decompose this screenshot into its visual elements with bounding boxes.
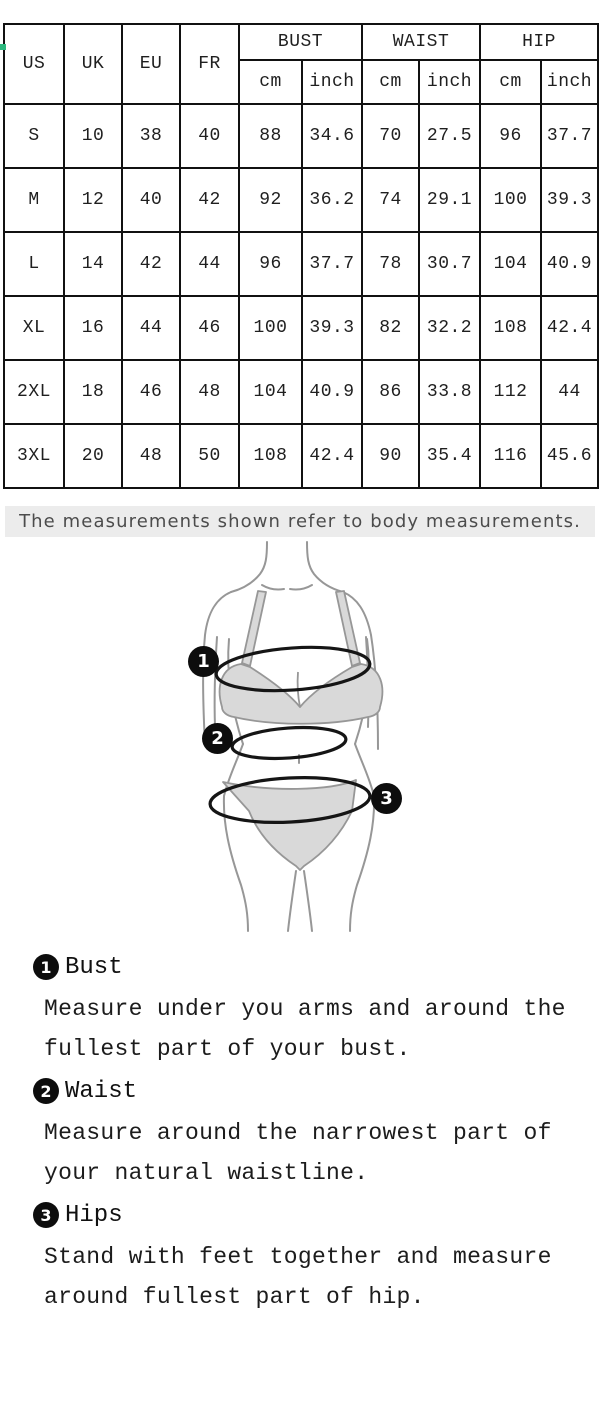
size-label: 2XL bbox=[4, 360, 64, 424]
cell: 82 bbox=[362, 296, 419, 360]
size-label: L bbox=[4, 232, 64, 296]
cell: 116 bbox=[480, 424, 541, 488]
cell: 18 bbox=[64, 360, 122, 424]
size-chart-table bbox=[3, 23, 599, 489]
header-waist-cm: cm bbox=[362, 60, 419, 104]
cell: 50 bbox=[180, 424, 239, 488]
instruction-hips bbox=[33, 1193, 580, 1317]
table-row-xl bbox=[4, 296, 598, 360]
table-row-m bbox=[4, 168, 598, 232]
cell: 78 bbox=[362, 232, 419, 296]
cell: 30.7 bbox=[419, 232, 480, 296]
cell: 104 bbox=[480, 232, 541, 296]
cell: 100 bbox=[239, 296, 302, 360]
instruction-waist bbox=[33, 1069, 580, 1193]
cell: 34.6 bbox=[302, 104, 362, 168]
header-hip-cm: cm bbox=[480, 60, 541, 104]
bust-marker bbox=[188, 646, 219, 677]
cell: 92 bbox=[239, 168, 302, 232]
header-hip: HIP bbox=[480, 24, 598, 60]
cell: 12 bbox=[64, 168, 122, 232]
cell: 44 bbox=[541, 360, 598, 424]
green-corner-artifact bbox=[0, 44, 6, 50]
cell: 40.9 bbox=[302, 360, 362, 424]
cell: 44 bbox=[122, 296, 180, 360]
bust-marker-label: 1 bbox=[197, 651, 210, 672]
instruction-hips-line-1: Stand with feet together and measure bbox=[44, 1244, 552, 1270]
instruction-waist-line-1: Measure around the narrowest part of bbox=[44, 1120, 552, 1146]
cell: 38 bbox=[122, 104, 180, 168]
cell: 29.1 bbox=[419, 168, 480, 232]
cell: 10 bbox=[64, 104, 122, 168]
table-row-3xl bbox=[4, 424, 598, 488]
cell: 37.7 bbox=[541, 104, 598, 168]
instruction-bust-line-1: Measure under you arms and around the bbox=[44, 996, 566, 1022]
bullet-3-label: 3 bbox=[40, 1205, 52, 1225]
table-row-s bbox=[4, 104, 598, 168]
instruction-bust bbox=[33, 945, 580, 1069]
cell: 35.4 bbox=[419, 424, 480, 488]
cell: 48 bbox=[122, 424, 180, 488]
instruction-waist-title: Waist bbox=[65, 1077, 138, 1105]
waist-marker bbox=[202, 723, 233, 754]
body-illustration bbox=[0, 539, 600, 937]
size-label: S bbox=[4, 104, 64, 168]
header-bust-inch: inch bbox=[302, 60, 362, 104]
cell: 44 bbox=[180, 232, 239, 296]
header-waist: WAIST bbox=[362, 24, 480, 60]
bullet-1-label: 1 bbox=[40, 957, 52, 977]
cell: 112 bbox=[480, 360, 541, 424]
measurement-diagram bbox=[0, 539, 600, 937]
instruction-waist-heading bbox=[33, 1069, 580, 1113]
cell: 86 bbox=[362, 360, 419, 424]
cell: 40 bbox=[180, 104, 239, 168]
header-uk: UK bbox=[64, 24, 122, 104]
table-header bbox=[4, 24, 598, 104]
instruction-hips-line-2: around fullest part of hip. bbox=[44, 1284, 425, 1310]
cell: 14 bbox=[64, 232, 122, 296]
bullet-2-icon bbox=[33, 1078, 59, 1104]
instruction-bust-heading bbox=[33, 945, 580, 989]
cell: 74 bbox=[362, 168, 419, 232]
header-hip-inch: inch bbox=[541, 60, 598, 104]
cell: 33.8 bbox=[419, 360, 480, 424]
instruction-bust-title: Bust bbox=[65, 953, 123, 981]
cell: 48 bbox=[180, 360, 239, 424]
size-label: M bbox=[4, 168, 64, 232]
cell: 45.6 bbox=[541, 424, 598, 488]
cell: 42 bbox=[122, 232, 180, 296]
instruction-waist-line-2: your natural waistline. bbox=[44, 1160, 369, 1186]
cell: 32.2 bbox=[419, 296, 480, 360]
note-banner: The measurements shown refer to body measurements. bbox=[5, 506, 595, 537]
cell: 88 bbox=[239, 104, 302, 168]
instruction-hips-heading bbox=[33, 1193, 580, 1237]
hip-marker-label: 3 bbox=[380, 788, 393, 809]
cell: 108 bbox=[239, 424, 302, 488]
instruction-bust-line-2: fullest part of your bust. bbox=[44, 1036, 411, 1062]
size-label: 3XL bbox=[4, 424, 64, 488]
cell: 42 bbox=[180, 168, 239, 232]
instruction-hips-title: Hips bbox=[65, 1201, 123, 1229]
cell: 40 bbox=[122, 168, 180, 232]
cell: 36.2 bbox=[302, 168, 362, 232]
cell: 39.3 bbox=[302, 296, 362, 360]
header-waist-inch: inch bbox=[419, 60, 480, 104]
waist-measure-line bbox=[231, 724, 347, 762]
cell: 16 bbox=[64, 296, 122, 360]
header-bust: BUST bbox=[239, 24, 362, 60]
cell: 42.4 bbox=[302, 424, 362, 488]
header-fr: FR bbox=[180, 24, 239, 104]
table-row-2xl bbox=[4, 360, 598, 424]
bullet-1-icon bbox=[33, 954, 59, 980]
cell: 108 bbox=[480, 296, 541, 360]
waist-marker-label: 2 bbox=[211, 728, 224, 749]
cell: 37.7 bbox=[302, 232, 362, 296]
cell: 104 bbox=[239, 360, 302, 424]
cell: 40.9 bbox=[541, 232, 598, 296]
header-bust-cm: cm bbox=[239, 60, 302, 104]
header-us: US bbox=[4, 24, 64, 104]
cell: 46 bbox=[122, 360, 180, 424]
cell: 96 bbox=[480, 104, 541, 168]
header-eu: EU bbox=[122, 24, 180, 104]
cell: 46 bbox=[180, 296, 239, 360]
hip-marker bbox=[371, 783, 402, 814]
cell: 70 bbox=[362, 104, 419, 168]
size-label: XL bbox=[4, 296, 64, 360]
measuring-instructions bbox=[0, 945, 600, 1317]
cell: 90 bbox=[362, 424, 419, 488]
table-row-l bbox=[4, 232, 598, 296]
cell: 96 bbox=[239, 232, 302, 296]
cell: 27.5 bbox=[419, 104, 480, 168]
bullet-2-label: 2 bbox=[40, 1081, 52, 1101]
cell: 39.3 bbox=[541, 168, 598, 232]
cell: 42.4 bbox=[541, 296, 598, 360]
panties-garment bbox=[223, 780, 356, 870]
cell: 100 bbox=[480, 168, 541, 232]
cell: 20 bbox=[64, 424, 122, 488]
bullet-3-icon bbox=[33, 1202, 59, 1228]
